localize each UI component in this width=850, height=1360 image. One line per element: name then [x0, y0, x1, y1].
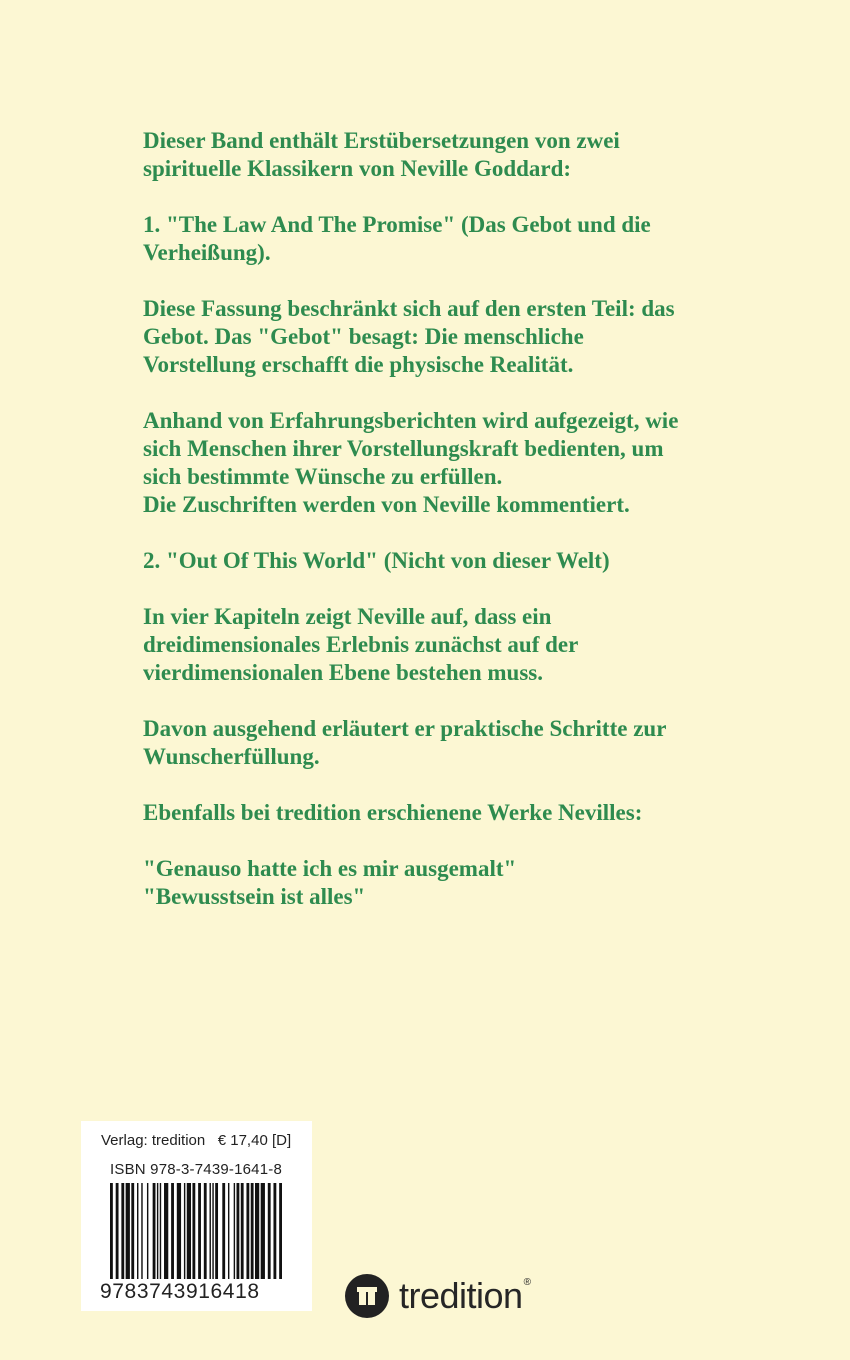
blurb-paragraph: In vier Kapiteln zeigt Neville auf, dass ein dreidimensionales Erlebnis zunächst auf der vierdimensionalen Ebene bestehen muss. [143, 604, 579, 685]
logo-wordmark: tredition [399, 1275, 523, 1316]
blurb-paragraph: "Genauso hatte ich es mir ausgemalt" "Bewusstsein ist alles" [143, 856, 517, 909]
barcode-panel [81, 1121, 312, 1311]
blurb-text [143, 127, 783, 911]
publisher-price: Verlag: tredition € 17,40 [D] [101, 1132, 292, 1149]
isbn-label: ISBN 978-3-7439-1641-8 [110, 1161, 283, 1178]
tredition-logo-icon [345, 1274, 389, 1318]
tredition-logo [345, 1272, 531, 1320]
blurb-paragraph: Davon ausgehend erläutert er praktische Schritte zur Wunscherfüllung. [143, 716, 667, 769]
blurb-paragraph: Anhand von Erfahrungsberichten wird aufgezeigt, wie sich Menschen ihrer Vorstellungskraft bedienten, um sich bestimmte Wünsche zu erfüllen. Die Zuschriften werden von Neville kommentiert. [143, 408, 679, 517]
blurb-paragraph: Ebenfalls bei tredition erschienene Werke Nevilles: [143, 800, 643, 825]
blurb-paragraph: 1. "The Law And The Promise" (Das Gebot und die Verheißung). [143, 212, 651, 265]
blurb-paragraph: 2. "Out Of This World" (Nicht von dieser Welt) [143, 548, 610, 573]
registered-mark: ® [523, 1276, 531, 1288]
blurb-paragraph: Dieser Band enthält Erstübersetzungen von zwei spirituelle Klassikern von Neville Goddard: [143, 128, 620, 181]
barcode-digits: 9783743916418 [100, 1280, 260, 1303]
blurb-paragraph: Diese Fassung beschränkt sich auf den ersten Teil: das Gebot. Das "Gebot" besagt: Die menschliche Vorstellung erschafft die physische Realität. [143, 296, 675, 377]
barcode-image [110, 1183, 282, 1279]
